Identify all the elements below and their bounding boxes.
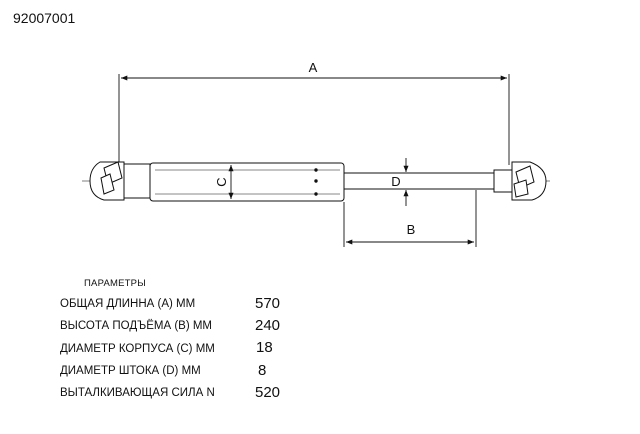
part-number: 92007001: [13, 10, 76, 26]
dimension-b-label: B: [406, 222, 416, 237]
param-label-total-length: ОБЩАЯ ДЛИННА (А) ММ: [60, 298, 196, 310]
param-label-stroke: ВЫСОТА ПОДЪЁМА (В) ММ: [60, 320, 213, 332]
left-end-fitting: [90, 162, 150, 200]
param-label-rod-diameter: ДИАМЕТР ШТОКА (D) ММ: [60, 365, 201, 377]
dimension-a-label: A: [308, 60, 318, 75]
param-label-body-diameter: ДИАМЕТР КОРПУСА (С) ММ: [60, 343, 215, 355]
param-value-force: 520: [255, 384, 281, 401]
dimension-b: [344, 190, 476, 247]
dimension-c-label: C: [214, 177, 229, 187]
piston-rod: [344, 173, 494, 189]
param-value-rod-diameter: 8: [258, 362, 267, 379]
param-value-stroke: 240: [255, 317, 281, 334]
dimension-a: [119, 60, 509, 165]
right-end-fitting: [494, 162, 546, 200]
dimension-d-label: D: [391, 174, 401, 189]
param-label-force: ВЫТАЛКИВАЮЩАЯ СИЛА N: [60, 387, 215, 399]
parameters-title: ПАРАМЕТРЫ: [84, 278, 146, 289]
param-value-total-length: 570: [255, 295, 281, 312]
cylinder-body: [150, 163, 344, 201]
param-value-body-diameter: 18: [256, 339, 273, 356]
